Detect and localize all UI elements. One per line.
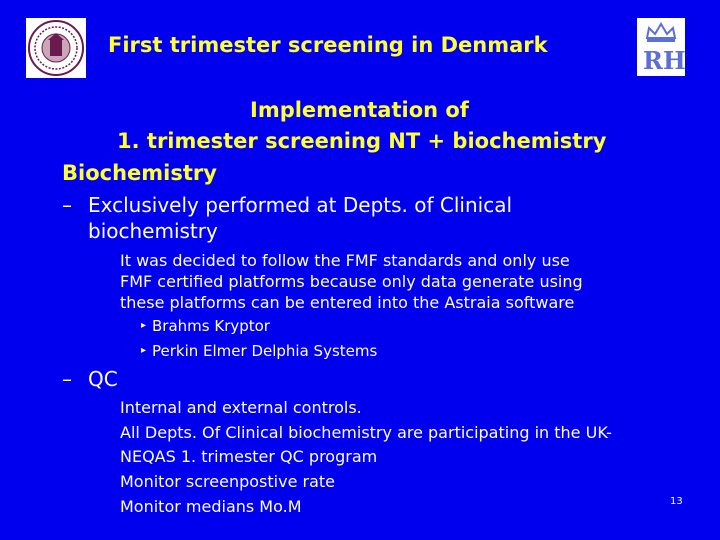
- platform-item: Brahms Kryptor: [152, 317, 270, 335]
- platform-item: Perkin Elmer Delphia Systems: [152, 342, 378, 360]
- qc-line: Monitor screenpostive rate: [120, 472, 335, 491]
- header-title: First trimester screening in Denmark: [108, 33, 548, 57]
- rigshospitalet-crown-logo: [637, 18, 685, 76]
- note-line: It was decided to follow the FMF standards and only use: [120, 251, 570, 270]
- arrow-bullet-icon: ▸: [141, 320, 147, 331]
- qc-line: NEQAS 1. trimester QC program: [120, 447, 378, 466]
- qc-line: Monitor medians Mo.M: [120, 497, 302, 516]
- qc-line: Internal and external controls.: [120, 398, 362, 417]
- bullet-text-line2: biochemistry: [88, 219, 218, 243]
- qc-label: QC: [88, 367, 118, 391]
- section-heading: Biochemistry: [62, 161, 217, 185]
- logo-monogram: RH: [643, 46, 686, 75]
- slide-heading-line1: Implementation of: [250, 98, 469, 122]
- arrow-bullet-icon: ▸: [141, 345, 147, 356]
- slide-heading-line2: 1. trimester screening NT + biochemistry: [117, 129, 607, 153]
- note-line: FMF certified platforms because only data generate using: [120, 272, 583, 291]
- bullet-text-line1: Exclusively performed at Depts. of Clinical: [88, 193, 513, 217]
- note-line: these platforms can be entered into the Astraia software: [120, 293, 575, 312]
- qc-line: All Depts. Of Clinical biochemistry are participating in the UK-: [120, 423, 612, 442]
- dash-bullet: –: [62, 367, 72, 391]
- university-seal-logo: [26, 18, 86, 78]
- dash-bullet: –: [62, 193, 72, 217]
- page-number: 13: [670, 496, 683, 507]
